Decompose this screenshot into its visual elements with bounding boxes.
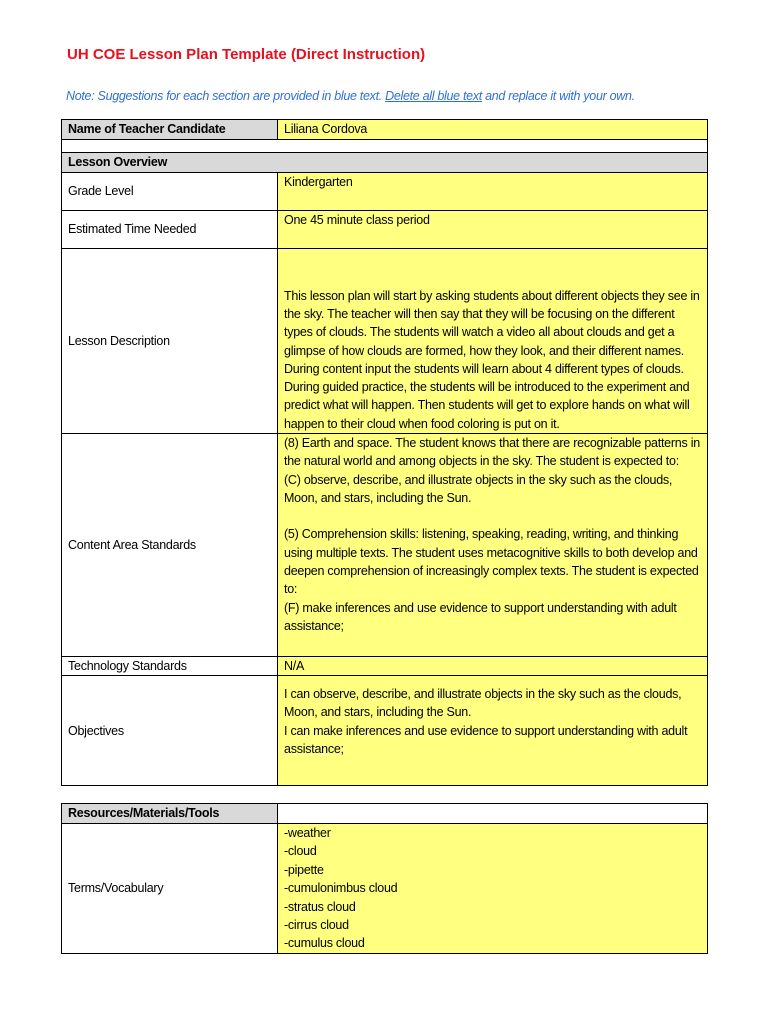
vocab-value[interactable]	[278, 824, 708, 954]
objective-1: I can observe, describe, and illustrate objects in the sky such as the clouds, Moon, and stars, including the Sun.	[284, 687, 682, 720]
vocab-item: -cumulus cloud	[284, 936, 365, 951]
time-row	[62, 211, 708, 249]
vocab-item: -cumulonimbus cloud	[284, 881, 398, 896]
standards-value[interactable]	[278, 434, 708, 657]
objectives-value[interactable]	[278, 676, 708, 786]
vocab-label: Terms/Vocabulary	[62, 824, 278, 954]
teacher-label: Name of Teacher Candidate	[62, 120, 278, 140]
vocab-item: -weather	[284, 826, 331, 840]
tech-row	[62, 657, 708, 676]
vocab-item: -cloud	[284, 844, 317, 859]
document-title: UH COE Lesson Plan Template (Direct Instruction)	[67, 46, 426, 63]
description-label: Lesson Description	[62, 249, 278, 434]
vocab-row	[62, 824, 708, 954]
standards-row	[62, 434, 708, 657]
vocab-item: -stratus cloud	[284, 899, 356, 914]
resources-header-row	[62, 804, 708, 824]
description-row	[62, 249, 708, 434]
standard-5f: (F) make inferences and use evidence to support understanding with adult assistance;	[284, 600, 677, 633]
grade-value[interactable]: Kindergarten	[278, 173, 708, 211]
standard-5: (5) Comprehension skills: listening, speaking, reading, writing, and thinking using multiple texts. The student uses metacognitive skills to both develop and deepen comprehension of increasingly complex texts. The student is expected to:	[284, 527, 699, 597]
tech-label: Technology Standards	[62, 657, 278, 676]
description-value[interactable]: This lesson plan will start by asking students about different objects they see in the sky. The teacher will then say that they will be focusing on the different types of clouds. The students will watch a video all about clouds and get a glimpse of how clouds are formed, how they look, and their different names. During content input the students will learn about 4 different types of clouds. During guided practice, the students will be introduced to the experiment and predict what will happen. Then students will get to explore hands on what will happen to their cloud when food coloring is put on it.	[278, 249, 708, 434]
standard-8: (8) Earth and space. The student knows that there are recognizable patterns in the natural world and among objects in the sky. The student is expected to:	[284, 436, 700, 469]
overview-header-row	[62, 153, 708, 173]
lesson-overview-table	[61, 119, 708, 786]
teacher-value[interactable]: Liliana Cordova	[278, 120, 708, 140]
vocab-item: -cirrus cloud	[284, 918, 349, 933]
resources-table	[61, 803, 708, 954]
objective-2: I can make inferences and use evidence to support understanding with adult assistance;	[284, 723, 688, 756]
note-text: Note: Suggestions for each section are provided in blue text.	[66, 89, 386, 103]
standards-label: Content Area Standards	[62, 434, 278, 657]
spacer-row	[62, 140, 708, 153]
objectives-label: Objectives	[62, 676, 278, 786]
overview-header: Lesson Overview	[62, 153, 708, 173]
teacher-row	[62, 120, 708, 140]
vocab-item: -pipette	[284, 862, 324, 877]
tech-value[interactable]: N/A	[278, 657, 708, 676]
grade-row	[62, 173, 708, 211]
time-label: Estimated Time Needed	[62, 211, 278, 249]
instruction-note	[66, 89, 635, 103]
note-link[interactable]: Delete all blue text	[385, 89, 482, 103]
objectives-row	[62, 676, 708, 786]
grade-label: Grade Level	[62, 173, 278, 211]
standard-8c: (C) observe, describe, and illustrate objects in the sky such as the clouds, Moon, and stars, including the Sun.	[284, 472, 673, 505]
time-value[interactable]: One 45 minute class period	[278, 211, 708, 249]
resources-header: Resources/Materials/Tools	[62, 804, 278, 824]
spacer-cell	[62, 140, 708, 153]
note-text-end: and replace it with your own.	[481, 89, 635, 103]
resources-header-blank	[278, 804, 708, 824]
